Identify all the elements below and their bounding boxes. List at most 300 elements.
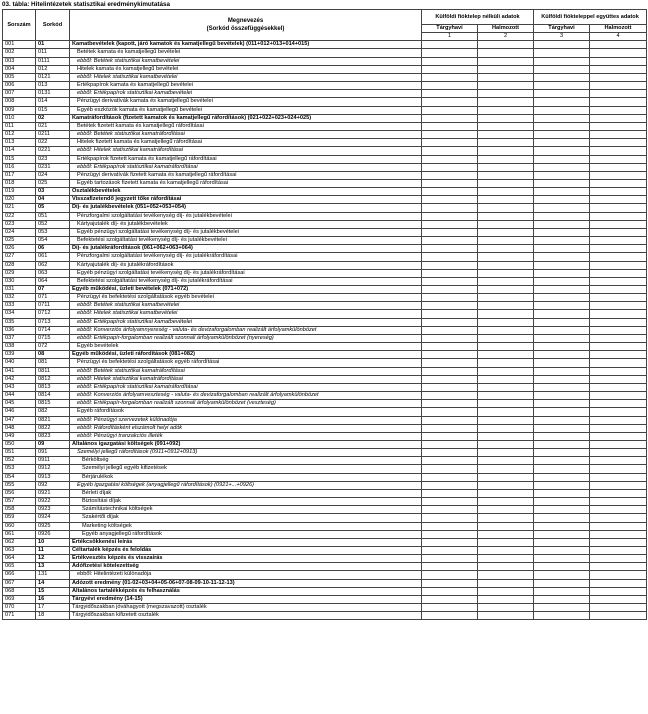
value-cell-col3[interactable] <box>534 555 590 563</box>
value-cell-col2[interactable] <box>478 49 534 57</box>
value-cell-col3[interactable] <box>534 595 590 603</box>
value-cell-col2[interactable] <box>478 457 534 465</box>
value-cell-col1[interactable] <box>422 310 478 318</box>
value-cell-col1[interactable] <box>422 90 478 98</box>
value-cell-col3[interactable] <box>534 90 590 98</box>
value-cell-col1[interactable] <box>422 204 478 212</box>
value-cell-col2[interactable] <box>478 538 534 546</box>
value-cell-col2[interactable] <box>478 261 534 269</box>
row-megnevezes: Befektetési szolgáltatási tevékenység díj- és jutalékbevételei <box>70 237 422 245</box>
value-cell-col4[interactable] <box>590 440 647 448</box>
value-cell-col1[interactable] <box>422 400 478 408</box>
value-cell-col2[interactable] <box>478 302 534 310</box>
value-cell-col2[interactable] <box>478 90 534 98</box>
value-cell-col2[interactable] <box>478 139 534 147</box>
value-cell-col2[interactable] <box>478 383 534 391</box>
value-cell-col2[interactable] <box>478 375 534 383</box>
value-cell-col4[interactable] <box>590 269 647 277</box>
value-cell-col1[interactable] <box>422 538 478 546</box>
value-cell-col2[interactable] <box>478 351 534 359</box>
value-cell-col1[interactable] <box>422 49 478 57</box>
value-cell-col2[interactable] <box>478 424 534 432</box>
value-cell-col1[interactable] <box>422 547 478 555</box>
value-cell-col1[interactable] <box>422 392 478 400</box>
value-cell-col2[interactable] <box>478 465 534 473</box>
value-cell-col4[interactable] <box>590 498 647 506</box>
value-cell-col4[interactable] <box>590 179 647 187</box>
value-cell-col3[interactable] <box>534 359 590 367</box>
value-cell-col3[interactable] <box>534 432 590 440</box>
value-cell-col2[interactable] <box>478 416 534 424</box>
value-cell-col3[interactable] <box>534 343 590 351</box>
value-cell-col2[interactable] <box>478 253 534 261</box>
value-cell-col3[interactable] <box>534 514 590 522</box>
value-cell-col2[interactable] <box>478 498 534 506</box>
row-sorkod: 0923 <box>36 506 70 514</box>
value-cell-col4[interactable] <box>590 595 647 603</box>
value-cell-col1[interactable] <box>422 98 478 106</box>
value-cell-col4[interactable] <box>590 318 647 326</box>
value-cell-col4[interactable] <box>590 514 647 522</box>
value-cell-col2[interactable] <box>478 595 534 603</box>
value-cell-col3[interactable] <box>534 139 590 147</box>
value-cell-col3[interactable] <box>534 367 590 375</box>
value-cell-col4[interactable] <box>590 65 647 73</box>
value-cell-col1[interactable] <box>422 367 478 375</box>
value-cell-col1[interactable] <box>422 212 478 220</box>
value-cell-col3[interactable] <box>534 440 590 448</box>
value-cell-col1[interactable] <box>422 514 478 522</box>
value-cell-col2[interactable] <box>478 171 534 179</box>
value-cell-col4[interactable] <box>590 408 647 416</box>
value-cell-col1[interactable] <box>422 302 478 310</box>
value-cell-col4[interactable] <box>590 351 647 359</box>
value-cell-col3[interactable] <box>534 179 590 187</box>
value-cell-col2[interactable] <box>478 237 534 245</box>
value-cell-col2[interactable] <box>478 334 534 342</box>
value-cell-col1[interactable] <box>422 563 478 571</box>
value-cell-col3[interactable] <box>534 489 590 497</box>
value-cell-col4[interactable] <box>590 147 647 155</box>
value-cell-col1[interactable] <box>422 228 478 236</box>
value-cell-col2[interactable] <box>478 163 534 171</box>
value-cell-col1[interactable] <box>422 375 478 383</box>
value-cell-col4[interactable] <box>590 432 647 440</box>
value-cell-col1[interactable] <box>422 326 478 334</box>
value-cell-col4[interactable] <box>590 383 647 391</box>
table-row <box>3 204 647 212</box>
value-cell-col1[interactable] <box>422 424 478 432</box>
value-cell-col1[interactable] <box>422 530 478 538</box>
value-cell-col2[interactable] <box>478 318 534 326</box>
value-cell-col2[interactable] <box>478 432 534 440</box>
value-cell-col4[interactable] <box>590 237 647 245</box>
value-cell-col2[interactable] <box>478 392 534 400</box>
value-cell-col4[interactable] <box>590 571 647 579</box>
row-sorszam: 012 <box>3 131 36 139</box>
value-cell-col4[interactable] <box>590 481 647 489</box>
value-cell-col1[interactable] <box>422 179 478 187</box>
value-cell-col4[interactable] <box>590 375 647 383</box>
value-cell-col1[interactable] <box>422 408 478 416</box>
row-sorkod: 04 <box>36 196 70 204</box>
value-cell-col4[interactable] <box>590 122 647 130</box>
row-sorkod: 081 <box>36 359 70 367</box>
value-cell-col1[interactable] <box>422 122 478 130</box>
value-cell-col3[interactable] <box>534 294 590 302</box>
value-cell-col4[interactable] <box>590 579 647 587</box>
value-cell-col1[interactable] <box>422 489 478 497</box>
value-cell-col3[interactable] <box>534 383 590 391</box>
value-cell-col4[interactable] <box>590 563 647 571</box>
value-cell-col3[interactable] <box>534 245 590 253</box>
value-cell-col3[interactable] <box>534 41 590 49</box>
value-cell-col4[interactable] <box>590 530 647 538</box>
value-cell-col3[interactable] <box>534 522 590 530</box>
value-cell-col3[interactable] <box>534 612 590 620</box>
value-cell-col1[interactable] <box>422 114 478 122</box>
value-cell-col3[interactable] <box>534 334 590 342</box>
value-cell-col1[interactable] <box>422 163 478 171</box>
table-row <box>3 416 647 424</box>
value-cell-col1[interactable] <box>422 41 478 49</box>
value-cell-col2[interactable] <box>478 563 534 571</box>
value-cell-col3[interactable] <box>534 604 590 612</box>
value-cell-col3[interactable] <box>534 449 590 457</box>
value-cell-col1[interactable] <box>422 595 478 603</box>
value-cell-col4[interactable] <box>590 604 647 612</box>
value-cell-col3[interactable] <box>534 547 590 555</box>
row-sorkod: 013 <box>36 82 70 90</box>
value-cell-col1[interactable] <box>422 147 478 155</box>
value-cell-col4[interactable] <box>590 57 647 65</box>
value-cell-col1[interactable] <box>422 555 478 563</box>
value-cell-col3[interactable] <box>534 408 590 416</box>
value-cell-col4[interactable] <box>590 538 647 546</box>
value-cell-col2[interactable] <box>478 65 534 73</box>
value-cell-col2[interactable] <box>478 530 534 538</box>
value-cell-col4[interactable] <box>590 489 647 497</box>
row-sorszam: 046 <box>3 408 36 416</box>
value-cell-col2[interactable] <box>478 555 534 563</box>
value-cell-col3[interactable] <box>534 392 590 400</box>
value-cell-col3[interactable] <box>534 400 590 408</box>
value-cell-col4[interactable] <box>590 277 647 285</box>
row-sorkod: 023 <box>36 155 70 163</box>
value-cell-col3[interactable] <box>534 237 590 245</box>
value-cell-col2[interactable] <box>478 440 534 448</box>
value-cell-col3[interactable] <box>534 563 590 571</box>
value-cell-col3[interactable] <box>534 114 590 122</box>
value-cell-col1[interactable] <box>422 261 478 269</box>
value-cell-col3[interactable] <box>534 57 590 65</box>
value-cell-col1[interactable] <box>422 440 478 448</box>
value-cell-col3[interactable] <box>534 196 590 204</box>
value-cell-col4[interactable] <box>590 400 647 408</box>
value-cell-col4[interactable] <box>590 392 647 400</box>
value-cell-col2[interactable] <box>478 571 534 579</box>
value-cell-col2[interactable] <box>478 587 534 595</box>
value-cell-col2[interactable] <box>478 188 534 196</box>
value-cell-col4[interactable] <box>590 245 647 253</box>
value-cell-col3[interactable] <box>534 261 590 269</box>
row-sorkod: 17 <box>36 604 70 612</box>
value-cell-col1[interactable] <box>422 473 478 481</box>
value-cell-col3[interactable] <box>534 424 590 432</box>
value-cell-col2[interactable] <box>478 522 534 530</box>
value-cell-col3[interactable] <box>534 220 590 228</box>
value-cell-col3[interactable] <box>534 122 590 130</box>
value-cell-col2[interactable] <box>478 612 534 620</box>
value-cell-col4[interactable] <box>590 294 647 302</box>
value-cell-col1[interactable] <box>422 457 478 465</box>
value-cell-col1[interactable] <box>422 604 478 612</box>
value-cell-col3[interactable] <box>534 49 590 57</box>
value-cell-col2[interactable] <box>478 98 534 106</box>
value-cell-col2[interactable] <box>478 506 534 514</box>
value-cell-col2[interactable] <box>478 579 534 587</box>
value-cell-col2[interactable] <box>478 449 534 457</box>
value-cell-col1[interactable] <box>422 286 478 294</box>
row-sorszam: 036 <box>3 326 36 334</box>
value-cell-col1[interactable] <box>422 522 478 530</box>
value-cell-col2[interactable] <box>478 82 534 90</box>
value-cell-col4[interactable] <box>590 457 647 465</box>
value-cell-col1[interactable] <box>422 571 478 579</box>
value-cell-col3[interactable] <box>534 171 590 179</box>
value-cell-col3[interactable] <box>534 73 590 81</box>
table-row <box>3 343 647 351</box>
value-cell-col4[interactable] <box>590 416 647 424</box>
value-cell-col1[interactable] <box>422 343 478 351</box>
value-cell-col1[interactable] <box>422 481 478 489</box>
value-cell-col4[interactable] <box>590 465 647 473</box>
value-cell-col4[interactable] <box>590 82 647 90</box>
value-cell-col2[interactable] <box>478 73 534 81</box>
value-cell-col3[interactable] <box>534 465 590 473</box>
value-cell-col3[interactable] <box>534 506 590 514</box>
value-cell-col4[interactable] <box>590 196 647 204</box>
value-cell-col3[interactable] <box>534 579 590 587</box>
value-cell-col3[interactable] <box>534 147 590 155</box>
value-cell-col3[interactable] <box>534 530 590 538</box>
value-cell-col3[interactable] <box>534 351 590 359</box>
value-cell-col4[interactable] <box>590 220 647 228</box>
value-cell-col2[interactable] <box>478 179 534 187</box>
value-cell-col1[interactable] <box>422 318 478 326</box>
value-cell-col2[interactable] <box>478 489 534 497</box>
value-cell-col4[interactable] <box>590 73 647 81</box>
value-cell-col1[interactable] <box>422 294 478 302</box>
value-cell-col4[interactable] <box>590 326 647 334</box>
value-cell-col4[interactable] <box>590 343 647 351</box>
value-cell-col2[interactable] <box>478 310 534 318</box>
value-cell-col3[interactable] <box>534 538 590 546</box>
value-cell-col1[interactable] <box>422 277 478 285</box>
value-cell-col1[interactable] <box>422 237 478 245</box>
value-cell-col1[interactable] <box>422 57 478 65</box>
value-cell-col2[interactable] <box>478 114 534 122</box>
value-cell-col4[interactable] <box>590 188 647 196</box>
value-cell-col4[interactable] <box>590 114 647 122</box>
value-cell-col4[interactable] <box>590 171 647 179</box>
value-cell-col4[interactable] <box>590 612 647 620</box>
value-cell-col1[interactable] <box>422 73 478 81</box>
table-caption: 03. tábla: Hitelintézetek statisztikai eredménykimutatása <box>2 1 170 8</box>
value-cell-col4[interactable] <box>590 163 647 171</box>
value-cell-col2[interactable] <box>478 326 534 334</box>
value-cell-col1[interactable] <box>422 82 478 90</box>
value-cell-col4[interactable] <box>590 41 647 49</box>
value-cell-col1[interactable] <box>422 65 478 73</box>
value-cell-col1[interactable] <box>422 449 478 457</box>
value-cell-col4[interactable] <box>590 49 647 57</box>
value-cell-col2[interactable] <box>478 131 534 139</box>
value-cell-col2[interactable] <box>478 400 534 408</box>
value-cell-col4[interactable] <box>590 449 647 457</box>
value-cell-col1[interactable] <box>422 269 478 277</box>
value-cell-col2[interactable] <box>478 277 534 285</box>
value-cell-col4[interactable] <box>590 547 647 555</box>
value-cell-col2[interactable] <box>478 212 534 220</box>
value-cell-col2[interactable] <box>478 408 534 416</box>
value-cell-col1[interactable] <box>422 188 478 196</box>
value-cell-col4[interactable] <box>590 212 647 220</box>
value-cell-col4[interactable] <box>590 286 647 294</box>
value-cell-col3[interactable] <box>534 188 590 196</box>
value-cell-col4[interactable] <box>590 555 647 563</box>
value-cell-col3[interactable] <box>534 253 590 261</box>
value-cell-col4[interactable] <box>590 522 647 530</box>
value-cell-col3[interactable] <box>534 571 590 579</box>
value-cell-col4[interactable] <box>590 587 647 595</box>
value-cell-col1[interactable] <box>422 359 478 367</box>
value-cell-col1[interactable] <box>422 416 478 424</box>
value-cell-col3[interactable] <box>534 204 590 212</box>
value-cell-col4[interactable] <box>590 359 647 367</box>
value-cell-col2[interactable] <box>478 286 534 294</box>
value-cell-col2[interactable] <box>478 41 534 49</box>
value-cell-col2[interactable] <box>478 481 534 489</box>
value-cell-col4[interactable] <box>590 228 647 236</box>
value-cell-col1[interactable] <box>422 139 478 147</box>
value-cell-col3[interactable] <box>534 481 590 489</box>
value-cell-col4[interactable] <box>590 424 647 432</box>
value-cell-col4[interactable] <box>590 98 647 106</box>
value-cell-col1[interactable] <box>422 587 478 595</box>
value-cell-col3[interactable] <box>534 310 590 318</box>
value-cell-col4[interactable] <box>590 261 647 269</box>
row-sorszam: 005 <box>3 73 36 81</box>
value-cell-col3[interactable] <box>534 473 590 481</box>
value-cell-col2[interactable] <box>478 245 534 253</box>
value-cell-col3[interactable] <box>534 65 590 73</box>
value-cell-col1[interactable] <box>422 155 478 163</box>
value-cell-col2[interactable] <box>478 473 534 481</box>
value-cell-col3[interactable] <box>534 416 590 424</box>
value-cell-col2[interactable] <box>478 294 534 302</box>
value-cell-col3[interactable] <box>534 106 590 114</box>
value-cell-col3[interactable] <box>534 269 590 277</box>
value-cell-col2[interactable] <box>478 122 534 130</box>
value-cell-col2[interactable] <box>478 343 534 351</box>
value-cell-col4[interactable] <box>590 302 647 310</box>
value-cell-col2[interactable] <box>478 155 534 163</box>
value-cell-col1[interactable] <box>422 171 478 179</box>
value-cell-col3[interactable] <box>534 318 590 326</box>
value-cell-col1[interactable] <box>422 498 478 506</box>
value-cell-col1[interactable] <box>422 351 478 359</box>
value-cell-col1[interactable] <box>422 612 478 620</box>
value-cell-col3[interactable] <box>534 587 590 595</box>
value-cell-col3[interactable] <box>534 302 590 310</box>
value-cell-col1[interactable] <box>422 245 478 253</box>
value-cell-col2[interactable] <box>478 196 534 204</box>
value-cell-col4[interactable] <box>590 473 647 481</box>
value-cell-col4[interactable] <box>590 506 647 514</box>
value-cell-col4[interactable] <box>590 334 647 342</box>
value-cell-col2[interactable] <box>478 106 534 114</box>
value-cell-col2[interactable] <box>478 514 534 522</box>
value-cell-col3[interactable] <box>534 228 590 236</box>
value-cell-col3[interactable] <box>534 326 590 334</box>
value-cell-col3[interactable] <box>534 155 590 163</box>
value-cell-col3[interactable] <box>534 277 590 285</box>
value-cell-col4[interactable] <box>590 367 647 375</box>
value-cell-col1[interactable] <box>422 465 478 473</box>
value-cell-col2[interactable] <box>478 359 534 367</box>
value-cell-col1[interactable] <box>422 106 478 114</box>
value-cell-col4[interactable] <box>590 139 647 147</box>
value-cell-col1[interactable] <box>422 220 478 228</box>
value-cell-col3[interactable] <box>534 98 590 106</box>
value-cell-col1[interactable] <box>422 196 478 204</box>
value-cell-col1[interactable] <box>422 432 478 440</box>
value-cell-col4[interactable] <box>590 90 647 98</box>
value-cell-col3[interactable] <box>534 286 590 294</box>
value-cell-col2[interactable] <box>478 604 534 612</box>
value-cell-col4[interactable] <box>590 155 647 163</box>
value-cell-col4[interactable] <box>590 253 647 261</box>
row-megnevezes: Személyi jellegű egyéb kifizetések <box>70 465 422 473</box>
value-cell-col1[interactable] <box>422 253 478 261</box>
value-cell-col2[interactable] <box>478 547 534 555</box>
value-cell-col2[interactable] <box>478 220 534 228</box>
value-cell-col1[interactable] <box>422 334 478 342</box>
value-cell-col4[interactable] <box>590 204 647 212</box>
value-cell-col1[interactable] <box>422 383 478 391</box>
value-cell-col1[interactable] <box>422 131 478 139</box>
value-cell-col3[interactable] <box>534 498 590 506</box>
value-cell-col3[interactable] <box>534 457 590 465</box>
value-cell-col4[interactable] <box>590 131 647 139</box>
value-cell-col2[interactable] <box>478 204 534 212</box>
value-cell-col4[interactable] <box>590 106 647 114</box>
value-cell-col2[interactable] <box>478 147 534 155</box>
value-cell-col1[interactable] <box>422 506 478 514</box>
value-cell-col3[interactable] <box>534 375 590 383</box>
value-cell-col1[interactable] <box>422 579 478 587</box>
value-cell-col3[interactable] <box>534 163 590 171</box>
value-cell-col3[interactable] <box>534 82 590 90</box>
value-cell-col4[interactable] <box>590 310 647 318</box>
value-cell-col3[interactable] <box>534 131 590 139</box>
value-cell-col2[interactable] <box>478 367 534 375</box>
value-cell-col2[interactable] <box>478 57 534 65</box>
value-cell-col3[interactable] <box>534 212 590 220</box>
value-cell-col2[interactable] <box>478 269 534 277</box>
value-cell-col2[interactable] <box>478 228 534 236</box>
